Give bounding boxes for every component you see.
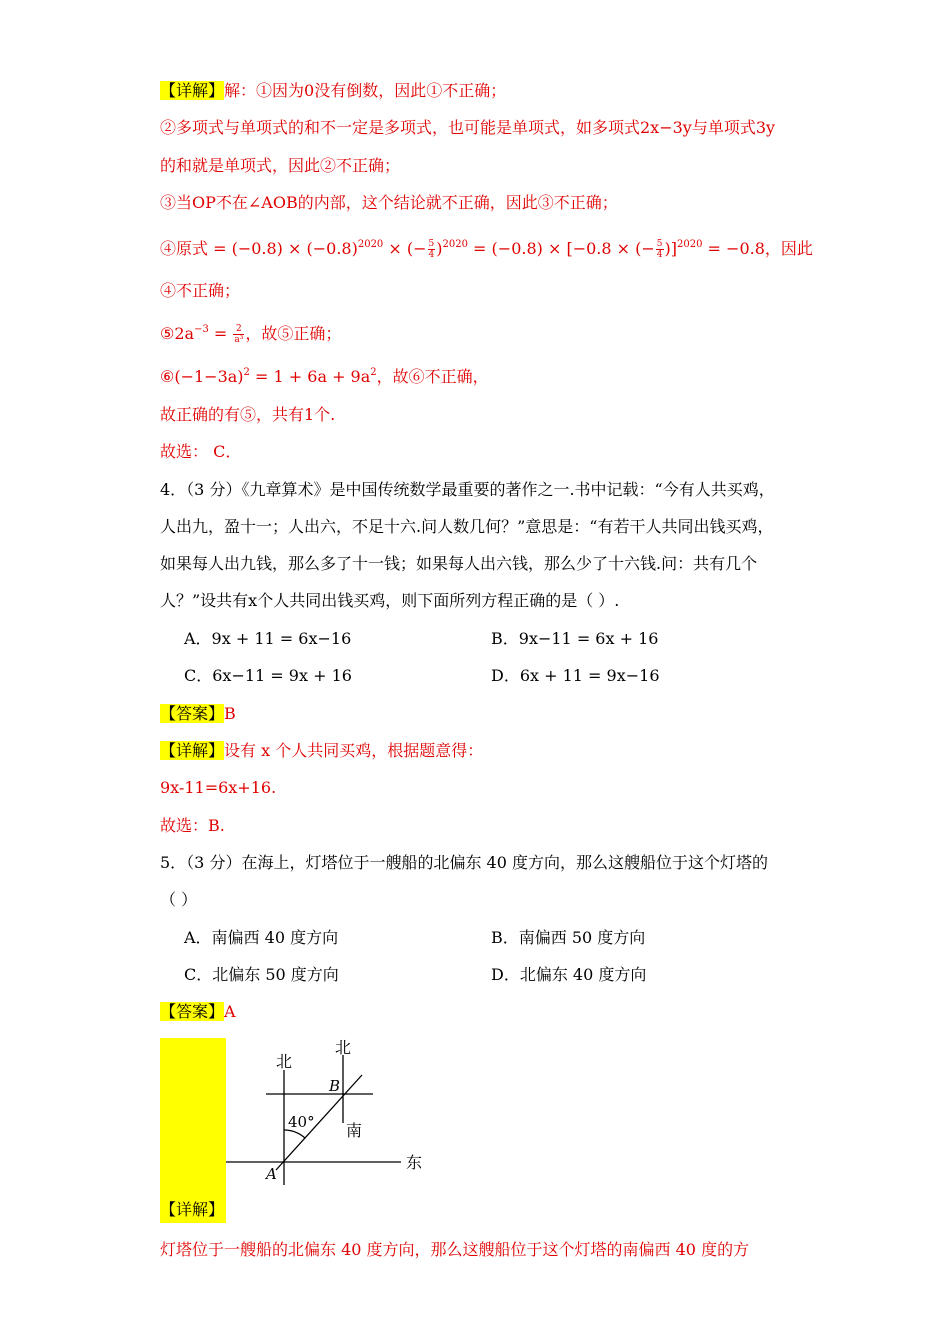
q4-stem-line-4: 人？”设共有x个人共同出钱买鸡，则下面所列方程正确的是（ ）.	[160, 591, 620, 610]
q3-detail-line-7: $⑤2a^{-3}$ = $\frac{2}{\text{a³}}$ ，故⑤正确；	[160, 324, 342, 345]
q3-detail-line-5: ④原式 = $(-0.8) \times (-0.8)^{2020}$ × (− $\frac{5}{4}$ )$^{2020}$ = (−0.8) × [−0.8 × (− $\frac{5}{4}$ )]$^{2020}$ = −0.8，因此	[160, 239, 813, 260]
answer-tag: 【答案】	[160, 1002, 225, 1021]
q5-option-c: C．北偏东 50 度方向	[184, 965, 339, 984]
q4-stem-line-3: 如果每人出九钱，那么多了十一钱；如果每人出六钱，那么少了十六钱.问：共有几个	[160, 554, 758, 573]
point-a-label: A	[266, 1165, 277, 1183]
q5-answer-line	[160, 1001, 236, 1023]
detail-tag: 【详解】	[160, 741, 225, 760]
q3-detail-line-4: ③当OP不在∠AOB的内部，这个结论就不正确，因此③不正确；	[160, 193, 618, 212]
direction-figure	[226, 1035, 436, 1185]
south-label: 南	[346, 1121, 363, 1140]
detail-tag: 【详解】	[160, 1200, 225, 1219]
detail-highlight-block	[160, 1038, 226, 1223]
east-label: 东	[406, 1153, 423, 1172]
q4-stem-line-2: 人出九，盈十一；人出六，不足十六.问人数几何？”意思是：“有若干人共同出钱买鸡，	[160, 517, 774, 536]
q5-stem-line-1: 5．（3 分）在海上，灯塔位于一艘船的北偏东 40 度方向，那么这艘船位于这个灯塔的	[160, 853, 768, 872]
q5-detail-line-1: 灯塔位于一艘船的北偏东 40 度方向，那么这艘船位于这个灯塔的南偏西 40 度的方	[160, 1240, 750, 1259]
point-b-label: B	[329, 1077, 341, 1095]
q5-option-a: A．南偏西 40 度方向	[184, 928, 339, 947]
q4-option-b: B．9x−11 = 6x + 16	[491, 629, 659, 648]
q4-detail-line-2: 9x-11=6x+16.	[160, 778, 277, 797]
q3-detail-line-2: ②多项式与单项式的和不一定是多项式，也可能是单项式，如多项式2x−3y与单项式3y	[160, 118, 776, 137]
q4-stem-line-1: 4．（3 分）《九章算术》是中国传统数学最重要的著作之一.书中记载：“今有人共买鸡，	[160, 480, 775, 499]
angle-label: 40°	[288, 1113, 315, 1131]
q3-detail-line-6: ④不正确；	[160, 281, 241, 300]
q3-detail-line-3: 的和就是单项式，因此②不正确；	[160, 156, 401, 175]
q5-option-b: B．南偏西 50 度方向	[491, 928, 646, 947]
q5-stem-line-2: （ ）	[160, 890, 198, 909]
answer-tag: 【答案】	[160, 704, 225, 723]
detail-tag: 【详解】	[160, 81, 225, 100]
q3-detail-line-1: 【详解】解：①因为0没有倒数，因此①不正确；	[160, 81, 507, 100]
north-label-1: 北	[276, 1052, 293, 1071]
q4-answer-line	[160, 703, 236, 725]
q5-option-d: D．北偏东 40 度方向	[491, 965, 647, 984]
q4-option-d: D．6x + 11 = 9x−16	[491, 666, 660, 685]
q4-option-c: C．6x−11 = 9x + 16	[184, 666, 352, 685]
fraction-5-4-b: $\frac{5}{4}$	[656, 239, 663, 260]
q5-answer: A	[224, 1002, 236, 1021]
angle-arc	[284, 1130, 305, 1138]
q3-detail-line-9: 故正确的有⑤，共有1个.	[160, 405, 336, 424]
q4-option-a: A．9x + 11 = 6x−16	[184, 629, 352, 648]
q4-answer: B	[224, 704, 236, 723]
fraction-5-4: $\frac{5}{4}$	[428, 239, 435, 260]
fraction-2-a3: $\frac{2}{\text{a³}}$	[234, 324, 244, 345]
q4-detail-line-3: 故选：B.	[160, 816, 225, 835]
q3-detail-line-10: 故选： C．	[160, 442, 242, 461]
q3-detail-line-8: $⑥(-1-3a)^2 = 1 + 6a + 9a^2$，故⑥不正确，	[160, 367, 489, 386]
north-label-2: 北	[335, 1038, 352, 1057]
q4-detail-line-1: 【详解】设有 x 个人共同买鸡，根据题意得：	[160, 741, 484, 760]
